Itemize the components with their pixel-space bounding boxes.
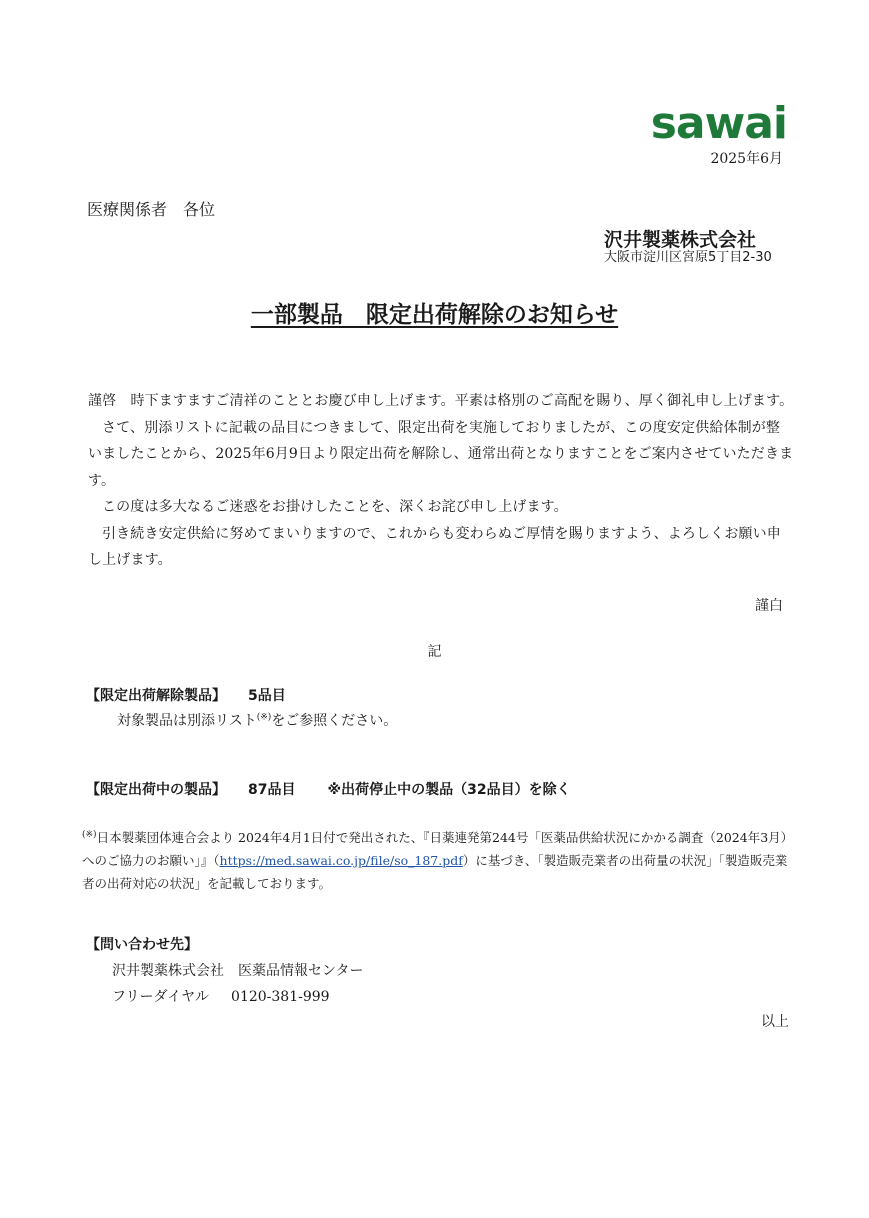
addressee: 医療関係者 各位 bbox=[87, 200, 216, 219]
limited-products-count: 87品目 bbox=[248, 782, 296, 798]
contact-phone-number: 0120-381-999 bbox=[231, 989, 330, 1005]
body-paragraph-apology: この度は多大なるご迷惑をお掛けしたことを、深くお詫び申し上げます。 bbox=[102, 499, 568, 515]
contact-phone bbox=[112, 986, 330, 1008]
company-logo: sawai bbox=[650, 98, 787, 149]
issue-date: 2025年6月 bbox=[710, 151, 783, 167]
contact-organization: 沢井製薬株式会社 医薬品情報センター bbox=[112, 963, 364, 979]
footnote-mark: (※) bbox=[82, 829, 97, 840]
released-products-count: 5品目 bbox=[248, 688, 286, 704]
released-products-label: 【限定出荷解除製品】 bbox=[86, 688, 226, 704]
notice-title bbox=[0, 300, 869, 330]
contact-phone-label: フリーダイヤル bbox=[112, 989, 210, 1005]
contact-heading: 【問い合わせ先】 bbox=[86, 937, 198, 953]
released-note-text-post: をご参照ください。 bbox=[271, 713, 398, 729]
released-note-mark: (※) bbox=[256, 712, 272, 723]
end-marker: 以上 bbox=[761, 1014, 789, 1030]
company-address: 大阪市淀川区宮原5丁目2-30 bbox=[604, 250, 772, 265]
limited-products-heading bbox=[86, 780, 571, 800]
notice-body bbox=[88, 388, 794, 574]
limited-products-label: 【限定出荷中の製品】 bbox=[86, 782, 226, 798]
released-note-text-pre: 対象製品は別添リスト bbox=[117, 713, 257, 729]
footnote bbox=[82, 826, 794, 895]
body-paragraph-greeting: 謹啓 時下ますますご清祥のこととお慶び申し上げます。平素は格別のご高配を賜り、厚く御礼申し上げます。 bbox=[88, 393, 794, 409]
limited-products-exclusion: ※出荷停止中の製品（32品目）を除く bbox=[327, 782, 571, 798]
closing-word: 謹白 bbox=[755, 598, 783, 614]
ki-marker: 記 bbox=[427, 644, 442, 660]
released-products-note bbox=[117, 710, 397, 732]
company-name: 沢井製薬株式会社 bbox=[604, 229, 757, 251]
footnote-text-a: 日本製薬団体連合会より 2024年4月1日付で発出された、『日薬連発第244号「医薬品供給状況にかかる調査（2024年3月）へのご協力のお願い」』（ bbox=[82, 830, 794, 868]
footnote-link[interactable]: https://med.sawai.co.jp/file/so_187.pdf bbox=[219, 853, 463, 868]
body-paragraph-announcement: さて、別添リストに記載の品目につきまして、限定出荷を実施しておりましたが、この度安定供給体制が整いましたことから、2025年6月9日より限定出荷を解除し、通常出荷となりますことをご案内させていただきます。 bbox=[88, 419, 794, 489]
released-products-heading bbox=[86, 686, 286, 706]
notice-title-text: 一部製品 限定出荷解除のお知らせ bbox=[250, 302, 619, 328]
body-paragraph-request: 引き続き安定供給に努めてまいりますので、これからも変わらぬご厚情を賜りますよう、よろしくお願い申し上げます。 bbox=[88, 525, 781, 568]
footnote-text-b: ）に基づき、「製造販売業者の出荷量の状況」「製造販売業者の出荷対応の状況」を記載しております。 bbox=[82, 853, 788, 891]
